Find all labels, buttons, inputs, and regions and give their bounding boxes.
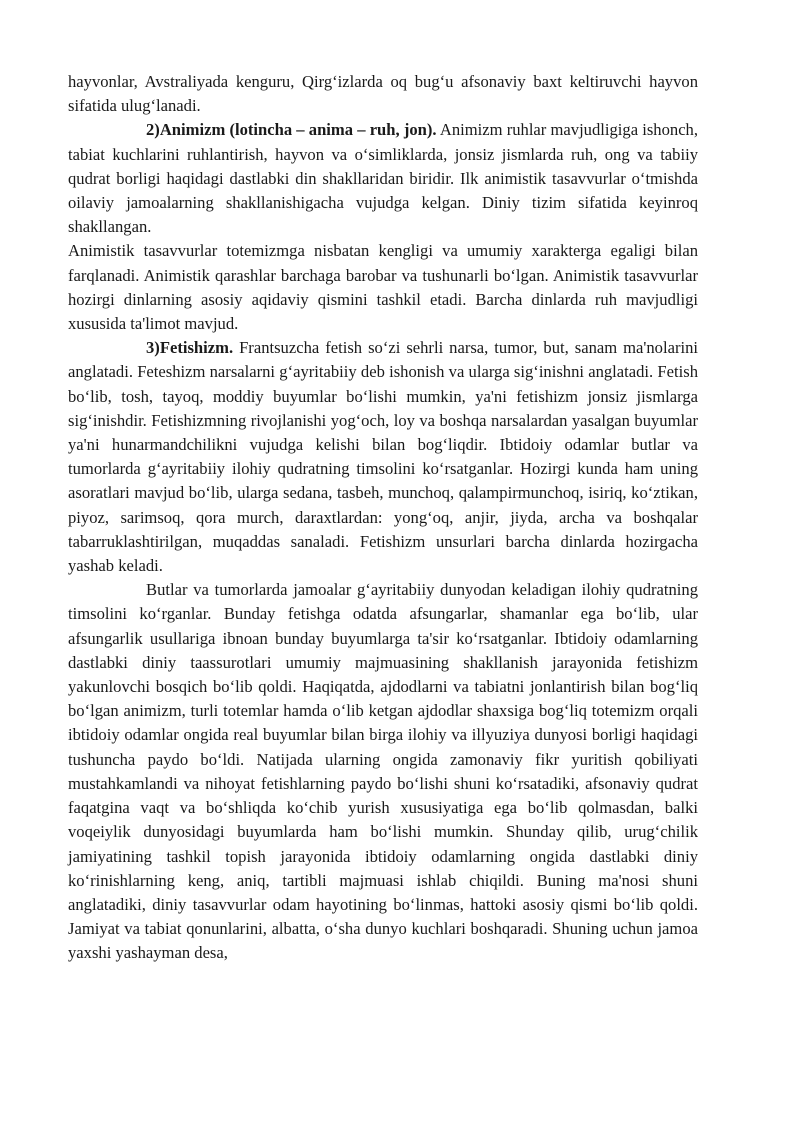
heading-fetishizm: 3)Fetishizm. [146,338,234,358]
paragraph-fetishizm-text: Frantsuzcha fetish so‘zi sehrli narsa, tumor, but, sanam ma'nolarini anglatadi. Feteshizm narsalarni g‘ayritabiiy deb ishonish va ularga sig‘inishni anglatadi. Fetish bo‘lib, tosh, tayoq, moddiy buyumlar bo‘lishi mumkin, ya'ni fetishizm jonsiz jismlarga sig‘inishdir. Fetishizmning rivojlanishi yog‘och, loy va boshqa narsalardan yasalgan buyumlar ya'ni hunarmandchilikni vujudga kelishi bilan bog‘liqdir. Ibtidoiy odamlar butlar va tumorlarda g‘ayritabiiy ilohiy qudratning timsolini ko‘rsatganlar. Hozirgi kunda ham uning asoratlari mavjud bo‘lib, ularga sedana, tasbeh, munchoq, qalampirmunchoq, isiriq, ko‘ztikan, piyoz, sarimsoq, qora murch, daraxtlardan: yong‘oq, anjir, jiyda, archa va boshqalar tabarruklashtirilgan, muqaddas sanaladi. Fetishizm unsurlari barcha dinlarda hozirgacha yashab keladi. [68,338,698,576]
document-page [68,70,698,966]
paragraph-5 [68,578,698,965]
paragraph-fetishizm [68,336,698,578]
paragraph-1 [68,70,698,118]
paragraph-3-text: Animistik tasavvurlar totemizmga nisbatan kengligi va umumiy xarakterga egaligi bilan farqlanadi. Animistik qarashlar barchaga barobar va tushunarli bo‘lgan. Animistik tasavvurlar hozirgi dinlarning asosiy aqidaviy qismini tashkil etadi. Barcha dinlarda ruh mavjudligi xususida ta'limot mavjud. [68,241,698,334]
paragraph-animizm-text: Animizm ruhlar mavjudligiga ishonch, tabiat kuchlarini ruhlantirish, hayvon va o‘simliklarda, jonsiz jismlarda ruh, ong va tabiiy qudrat borligi haqidagi dastlabki din shakllaridan biridir. Ilk animistik tasavvurlar o‘tmishda oilaviy jamoalarning shakllanishigacha vujudga kelgan. Diniy tizim sifatida keyinroq shakllangan. [68,120,699,237]
paragraph-1-text: hayvonlar, Avstraliyada kenguru, Qirg‘izlarda oq bug‘u afsonaviy baxt keltiruvchi hayvon sifatida ulug‘lanadi. [68,72,698,116]
heading-animizm: 2)Animizm (lotincha – anima – ruh, jon). [146,120,437,140]
paragraph-3 [68,239,698,336]
paragraph-5-text: Butlar va tumorlarda jamoalar g‘ayritabiiy dunyodan keladigan ilohiy qudratning timsolini ko‘rganlar. Bunday fetishga odatda afsungarlar, shamanlar ega bo‘lib, ular afsungarlik usullariga ibnoan bunday buyumlarga ta'sir ko‘rsatganlar. Ibtidoiy odamlarning dastlabki diniy taassurotlari umumiy majmuasining shakllanish jarayonida fetishizm yakunlovchi bosqich bo‘lib qoldi. Haqiqatda, ajdodlarni va tabiatni jonlantirish bilan bog‘liq bo‘lgan animizm, turli totemlar hamda o‘lib ketgan ajdodlar shaxsiga bog‘liq totemizm orqali ibtidoiy odamlar ongida real buyumlar bilan birga ilohiy va illyuziya dunyosi borligi haqidagi tushuncha paydo bo‘ldi. Natijada ularning ongida zamonaviy fikr yuritish qobiliyati mustahkamlandi va nihoyat fetishlarning paydo bo‘lishi shuni ko‘rsatadiki, afsonaviy qudrat faqatgina vaqt va bo‘shliqda ko‘chib yurish xususiyatiga ega bo‘lib qolmasdan, balki voqeiylik dunyosidagi buyumlarda ham bo‘lishi mumkin. Shunday qilib, urug‘chilik jamiyatining tashkil topish jarayonida ibtidoiy odamlarning ongida dastlabki diniy ko‘rinishlarning keng, aniq, tartibli majmuasi ishlab chiqildi. Buning ma'nosi shuni anglatadiki, diniy tasavvurlar odam hayotining bo‘linmas, hattoki asosiy qismi bo‘lib qoldi. Jamiyat va tabiat qonunlarini, albatta, o‘sha dunyo kuchlari boshqaradi. Shuning uchun jamoa yaxshi yashayman desa, [68,580,698,963]
paragraph-animizm [68,118,698,239]
